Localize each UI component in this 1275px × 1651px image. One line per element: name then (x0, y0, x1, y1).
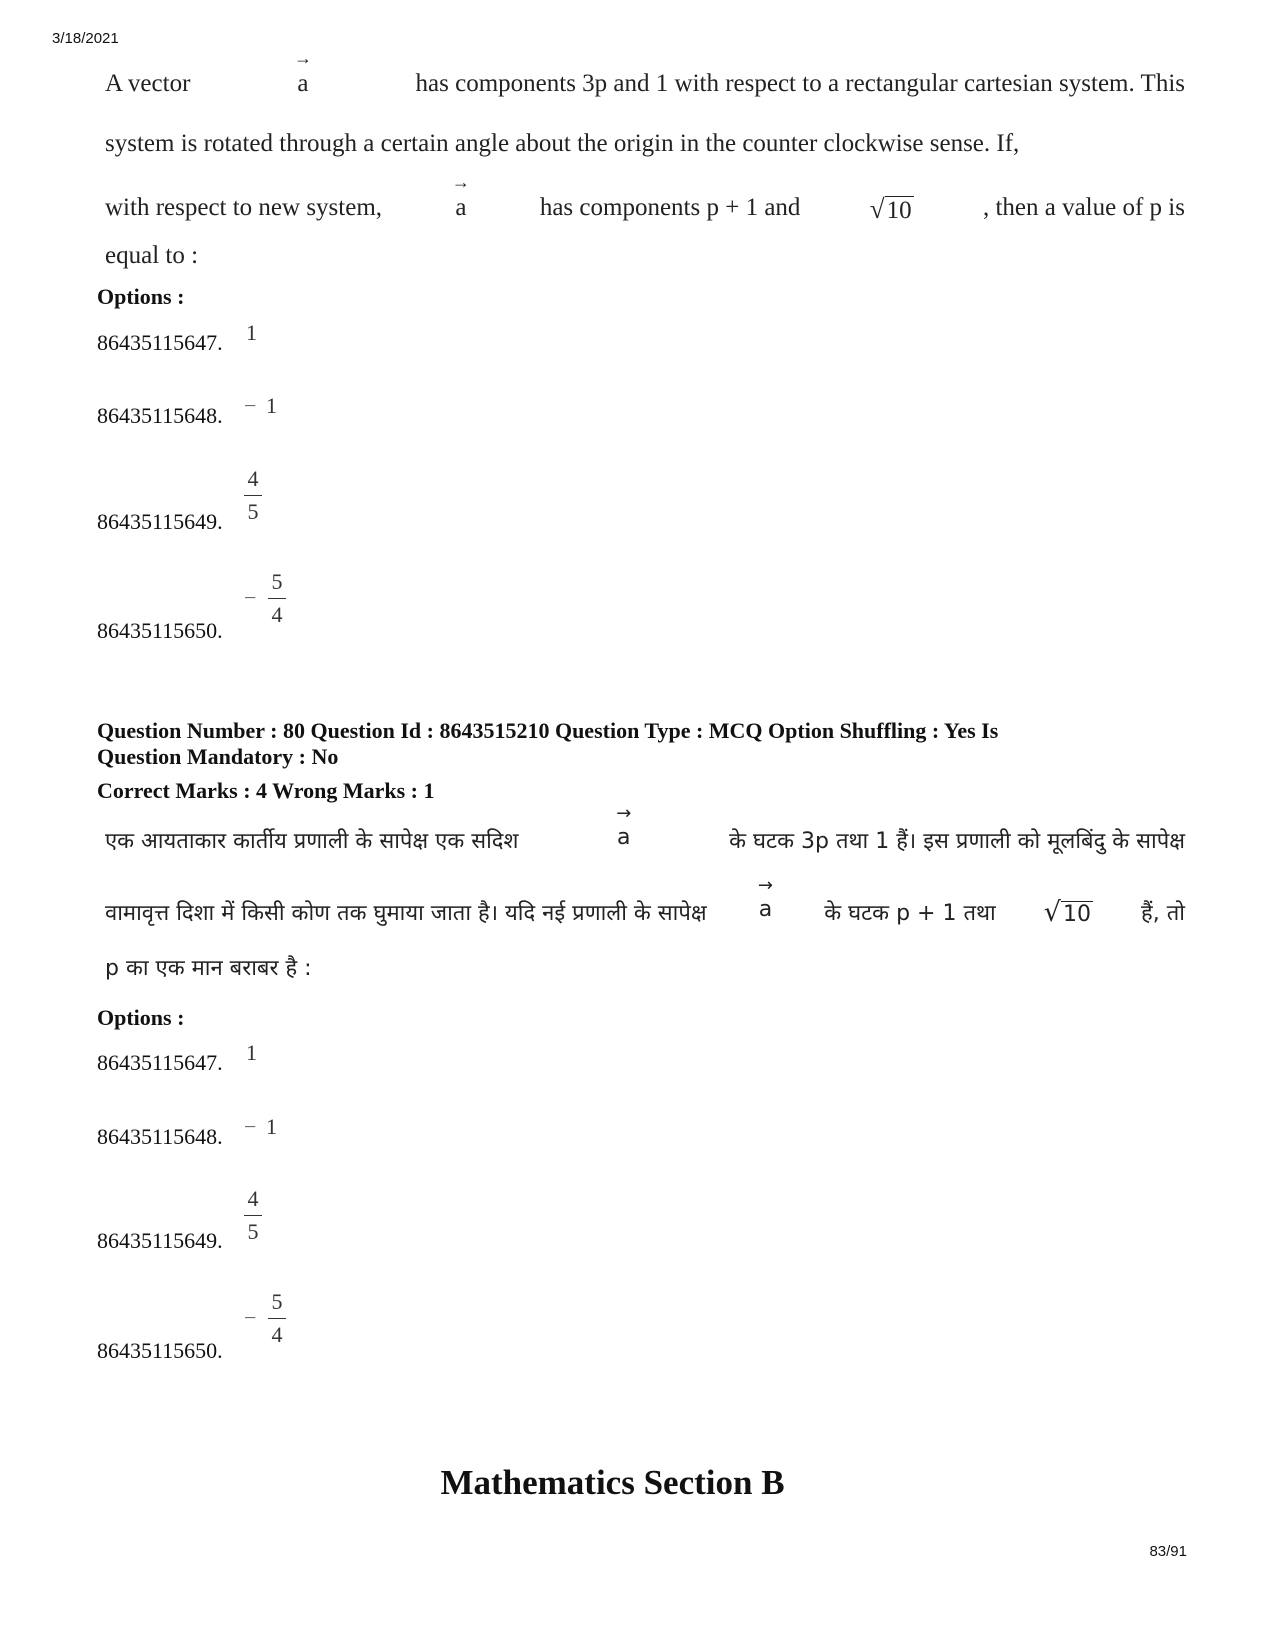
vector-arrow-icon: → (451, 172, 470, 192)
fraction-bar (268, 1318, 286, 1319)
q80-line-3: p का एक मान बराबर है : (105, 956, 312, 981)
fraction (244, 466, 262, 525)
denominator: 5 (247, 499, 259, 524)
fraction-bar (268, 598, 286, 599)
option-value: 1 (266, 1114, 277, 1139)
q80-line-2-mid: के घटक p + 1 तथा (824, 901, 996, 926)
option-id: 86435115648. (97, 403, 223, 428)
option-value: 1 (246, 320, 257, 345)
option-id: 86435115647. (97, 1050, 223, 1075)
fraction-bar (244, 495, 262, 496)
minus-sign: − (244, 1305, 257, 1330)
sqrt-icon: √ (869, 194, 885, 224)
denominator: 5 (247, 1219, 259, 1244)
sqrt-radicand: 10 (886, 197, 912, 224)
numerator: 4 (247, 1186, 259, 1211)
vector-arrow-icon: → (616, 803, 632, 824)
vector-letter: a (297, 70, 309, 97)
vector-arrow-icon: → (293, 48, 312, 68)
q80-line-2-post: हैं, तो (1141, 901, 1185, 926)
vector-a (451, 172, 470, 225)
sqrt-expression (1044, 897, 1093, 928)
minus-sign: − (244, 585, 257, 610)
numerator: 4 (247, 466, 259, 491)
vector-a (613, 803, 634, 855)
q79-line-3-pre: with respect to new system, (105, 194, 383, 221)
numerator: 5 (271, 1289, 283, 1314)
q79-line-3 (105, 172, 1185, 225)
question-mandatory: Question Mandatory : No (97, 744, 339, 769)
q80-line-1-pre: एक आयताकार कार्तीय प्रणाली के सापेक्ष एक सदिश (105, 829, 519, 854)
q80-line-1-post: के घटक 3p तथा 1 हैं। इस प्रणाली को मूलबिंदु के सापेक्ष (729, 829, 1185, 854)
q79-line-2: system is rotated through a certain angle about the origin in the counter clockwise sense. If, (105, 130, 1020, 157)
vector-a (755, 875, 776, 928)
numerator: 5 (271, 569, 283, 594)
option-id: 86435115650. (97, 618, 223, 643)
section-title: Mathematics Section B (440, 1463, 785, 1502)
option-value: 1 (246, 1040, 257, 1065)
q79-line-3-post: , then a value of p is (982, 194, 1185, 221)
sqrt-expression (870, 194, 914, 225)
option-id: 86435115650. (97, 1338, 223, 1363)
fraction (268, 1289, 286, 1348)
question-marks: Correct Marks : 4 Wrong Marks : 1 (97, 778, 435, 803)
q79-line-3-mid: has components p + 1 and (539, 194, 801, 221)
vector-letter: a (758, 897, 773, 922)
page-number: 83/91 (1149, 1543, 1187, 1560)
print-date: 3/18/2021 (52, 30, 119, 47)
denominator: 4 (271, 602, 283, 627)
q79-line-4: equal to : (105, 242, 199, 269)
minus-sign: − (244, 1114, 257, 1139)
question-meta: Question Number : 80 Question Id : 8643515210 Question Type : MCQ Option Shuffling : Yes Is (97, 718, 999, 743)
vector-a (293, 48, 312, 98)
sqrt-radicand: 10 (1063, 902, 1091, 927)
vector-arrow-icon: → (757, 875, 773, 896)
minus-sign: − (244, 393, 257, 418)
fraction-bar (244, 1215, 262, 1216)
q79-line-1 (105, 48, 1185, 98)
fraction (244, 1186, 262, 1245)
vector-letter: a (455, 194, 467, 221)
q79-line-1-pre: A vector (105, 70, 191, 97)
option-value: 1 (266, 393, 277, 418)
denominator: 4 (271, 1322, 283, 1347)
option-id: 86435115649. (97, 509, 223, 534)
q79-line-1-post: has components 3p and 1 with respect to a rectangular cartesian system. This (415, 70, 1185, 97)
options-label: Options : (97, 1005, 185, 1030)
q80-line-2-pre: वामावृत्त दिशा में किसी कोण तक घुमाया जाता है। यदि नई प्रणाली के सापेक्ष (105, 901, 707, 926)
q80-line-1 (105, 803, 1185, 855)
sqrt-icon: √ (1043, 897, 1061, 928)
fraction (268, 569, 286, 628)
option-id: 86435115649. (97, 1228, 223, 1253)
option-id: 86435115647. (97, 330, 223, 355)
q80-line-2 (105, 875, 1185, 928)
option-id: 86435115648. (97, 1124, 223, 1149)
vector-letter: a (617, 825, 631, 850)
options-label: Options : (97, 284, 185, 309)
